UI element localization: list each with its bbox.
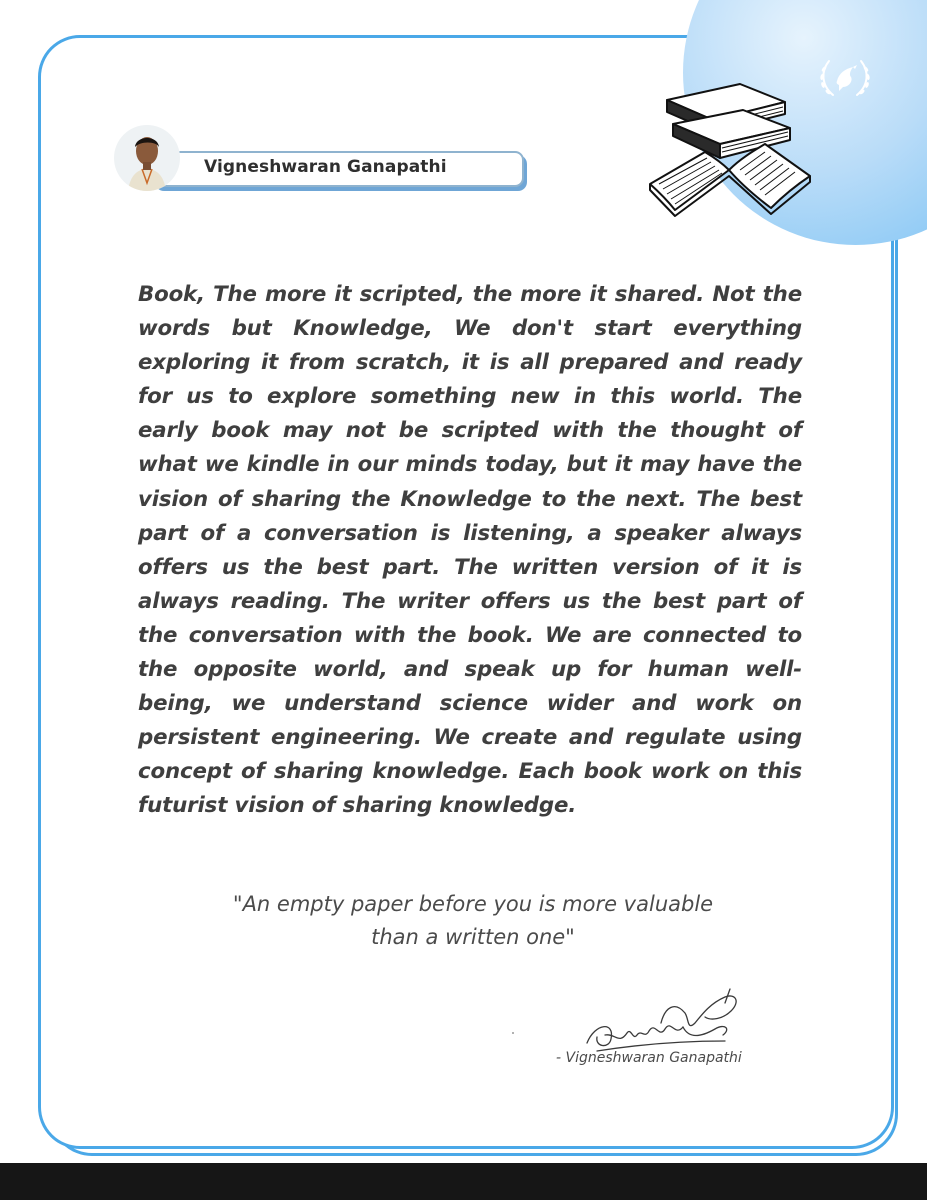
stray-dot	[512, 1032, 514, 1034]
quote-line-1: "An empty paper before you is more valuable	[232, 892, 714, 916]
author-avatar	[114, 125, 180, 191]
signature-attribution: - Vigneshwaran Ganapathi	[556, 1050, 742, 1066]
dove-laurel-emblem-icon	[815, 53, 875, 103]
body-text: Book, The more it scripted, the more it shared. Not the words but Knowledge, We don't start everything exploring it from scratch, it is all prepared and ready for us to explore something new in this world. The early book may not be scripted with the thought of what we kindle in our minds today, but it may have the vision of sharing the Knowledge to the next. The best part of a conversation is listening, a speaker always offers us the best part. The written version of it is always reading. The writer offers us the best part of the conversation with the book. We are connected to the opposite world, and speak up for human well-being, we understand science wider and work on persistent engineering. We create and regulate using concept of sharing knowledge. Each book work on this futurist vision of sharing knowledge.	[138, 282, 802, 819]
quote	[200, 888, 746, 954]
quote-line-2: than a written one"	[371, 925, 575, 949]
author-name: Vigneshwaran Ganapathi	[204, 157, 447, 177]
bottom-bar	[0, 1163, 927, 1200]
books-illustration-icon	[645, 72, 815, 222]
author-photo-icon	[114, 125, 180, 191]
